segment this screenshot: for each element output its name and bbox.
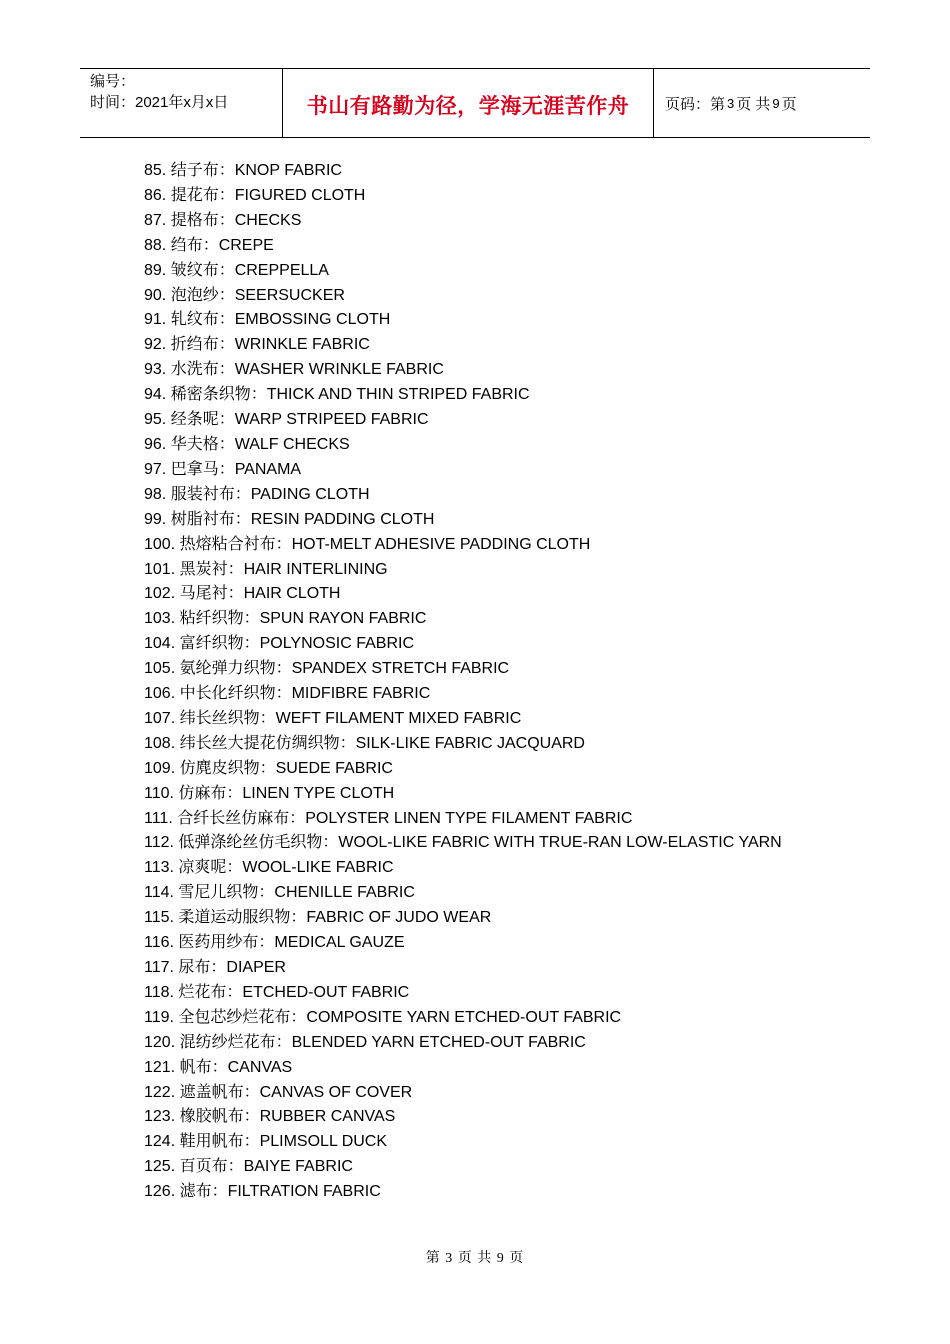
list-item: 116. 医药用纱布：MEDICAL GAUZE <box>144 934 405 952</box>
list-item: 99. 树脂衬布：RESIN PADDING CLOTH <box>144 510 435 528</box>
list-item: 100. 热熔粘合衬布：HOT-MELT ADHESIVE PADDING CLOTH <box>144 535 591 553</box>
page-current: 3 <box>727 95 735 111</box>
list-item: 89. 皱纹布：CREPPELLA <box>144 261 329 279</box>
list-item: 108. 纬长丝大提花仿绸织物：SILK-LIKE FABRIC JACQUARD <box>144 734 585 752</box>
list-item: 103. 粘纤织物：SPUN RAYON FABRIC <box>144 610 427 628</box>
list-item: 93. 水洗布：WASHER WRINKLE FABRIC <box>144 361 444 379</box>
list-item: 125. 百页布：BAIYE FABRIC <box>144 1158 353 1176</box>
list-item: 121. 帆布：CANVAS <box>144 1058 293 1076</box>
list-item: 122. 遮盖帆布：CANVAS OF COVER <box>144 1083 413 1101</box>
header-meta <box>80 69 282 137</box>
list-item: 96. 华夫格：WALF CHECKS <box>144 435 350 453</box>
list-item: 110. 仿麻布：LINEN TYPE CLOTH <box>144 784 395 802</box>
header-page-info <box>654 69 870 137</box>
page-mid: 页 共 <box>736 95 771 113</box>
list-item: 118. 烂花布：ETCHED-OUT FABRIC <box>144 983 410 1001</box>
list-item: 123. 橡胶帆布：RUBBER CANVAS <box>144 1108 396 1126</box>
page-total: 9 <box>772 95 780 111</box>
list-item: 90. 泡泡纱：SEERSUCKER <box>144 286 345 304</box>
list-item: 97. 巴拿马：PANAMA <box>144 460 302 478</box>
list-item: 117. 尿布：DIAPER <box>144 959 286 976</box>
list-item: 126. 滤布：FILTRATION FABRIC <box>144 1183 381 1201</box>
list-item: 88. 绉布：CREPE <box>144 236 274 254</box>
list-item: 98. 服装衬布：PADING CLOTH <box>144 485 370 503</box>
list-item: 113. 凉爽呢：WOOL-LIKE FABRIC <box>144 859 394 877</box>
list-item: 120. 混纺纱烂花布：BLENDED YARN ETCHED-OUT FABRIC <box>144 1033 586 1051</box>
glossary-list <box>144 159 784 1205</box>
list-item: 124. 鞋用帆布：PLIMSOLL DUCK <box>144 1133 388 1151</box>
list-item: 87. 提格布：CHECKS <box>144 211 302 229</box>
page-footer: 第 3 页 共 9 页 <box>425 1251 525 1266</box>
list-item: 105. 氨纶弹力织物：SPANDEX STRETCH FABRIC <box>144 660 510 678</box>
document-header <box>80 68 870 138</box>
list-item: 114. 雪尼儿织物：CHENILLE FABRIC <box>144 884 415 902</box>
list-item: 119. 全包芯纱烂花布：COMPOSITE YARN ETCHED-OUT FABRIC <box>144 1008 622 1026</box>
list-item: 112. 低弹涤纶丝仿毛织物：WOOL-LIKE FABRIC WITH TRUE-RAN LOW-ELASTIC YARN <box>144 834 782 852</box>
list-item: 104. 富纤织物：POLYNOSIC FABRIC <box>144 635 414 653</box>
list-item: 85. 结子布：KNOP FABRIC <box>144 162 342 179</box>
list-item: 109. 仿麂皮织物：SUEDE FABRIC <box>144 759 393 777</box>
list-item: 102. 马尾衬：HAIR CLOTH <box>144 585 341 603</box>
header-motto: 书山有路勤为径，学海无涯苦作舟 <box>282 69 654 137</box>
list-item: 111. 合纤长丝仿麻布：POLYSTER LINEN TYPE FILAMENT FABRIC <box>144 809 633 827</box>
page-prefix: 页码：第 <box>665 95 726 113</box>
list-item: 115. 柔道运动服织物：FABRIC OF JUDO WEAR <box>144 909 492 927</box>
page-suffix: 页 <box>781 95 797 113</box>
document-number-label: 编号： <box>90 73 136 90</box>
document-date: 时间：2021年x月x日 <box>90 94 229 111</box>
list-item: 94. 稀密条织物：THICK AND THIN STRIPED FABRIC <box>144 386 530 404</box>
list-item: 92. 折绉布：WRINKLE FABRIC <box>144 336 370 354</box>
list-item: 91. 轧纹布：EMBOSSING CLOTH <box>144 311 391 329</box>
list-item: 95. 经条呢：WARP STRIPEED FABRIC <box>144 411 429 429</box>
list-item: 101. 黑炭衬：HAIR INTERLINING <box>144 560 388 578</box>
list-item: 107. 纬长丝织物：WEFT FILAMENT MIXED FABRIC <box>144 709 522 727</box>
list-item: 86. 提花布：FIGURED CLOTH <box>144 186 366 204</box>
list-item: 106. 中长化纤织物：MIDFIBRE FABRIC <box>144 685 431 703</box>
